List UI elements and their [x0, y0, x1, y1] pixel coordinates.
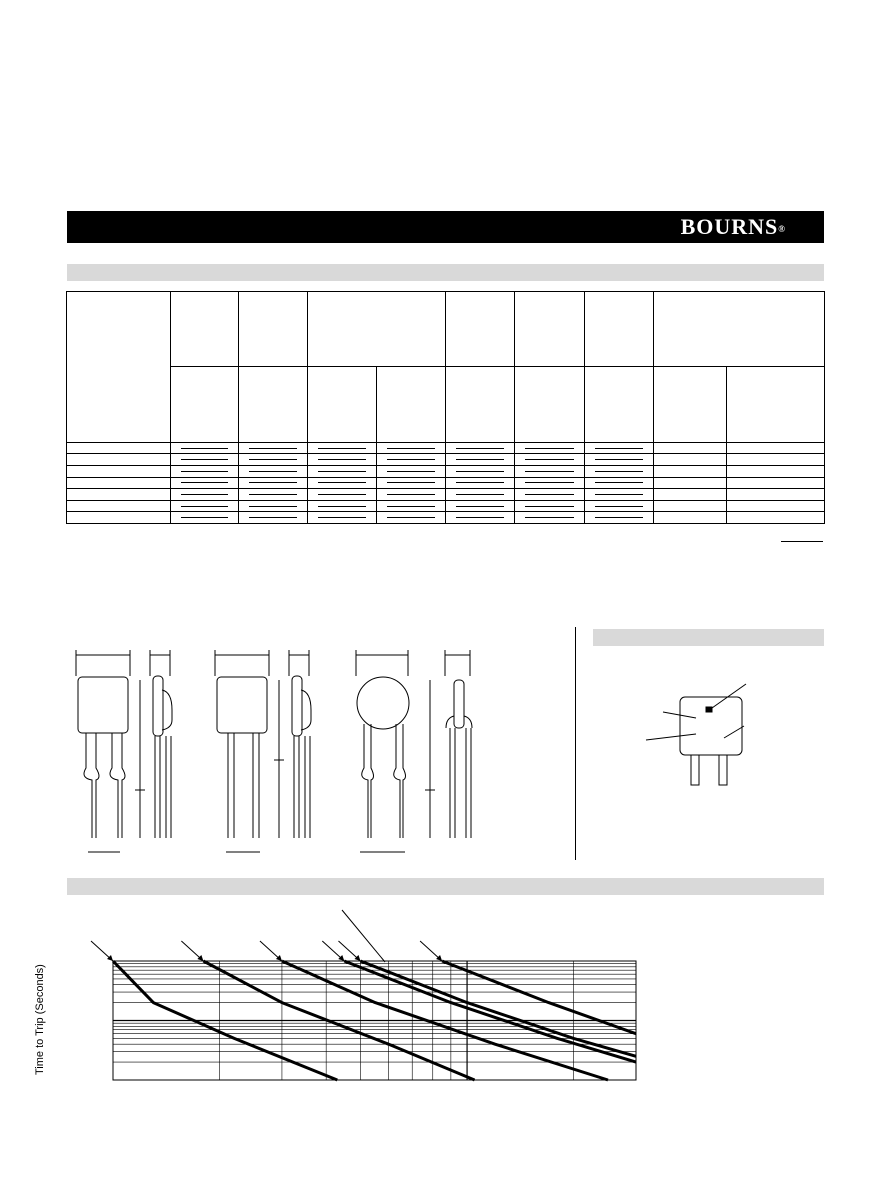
chart-leader-arrows [91, 910, 442, 962]
registered-mark: ® [778, 224, 786, 234]
leader-line [342, 910, 385, 962]
logo-text: BOURNS [680, 214, 779, 239]
series-line [360, 961, 636, 1056]
y-axis-label: Time to Trip (Seconds) [34, 964, 46, 1075]
series-line [442, 961, 636, 1034]
